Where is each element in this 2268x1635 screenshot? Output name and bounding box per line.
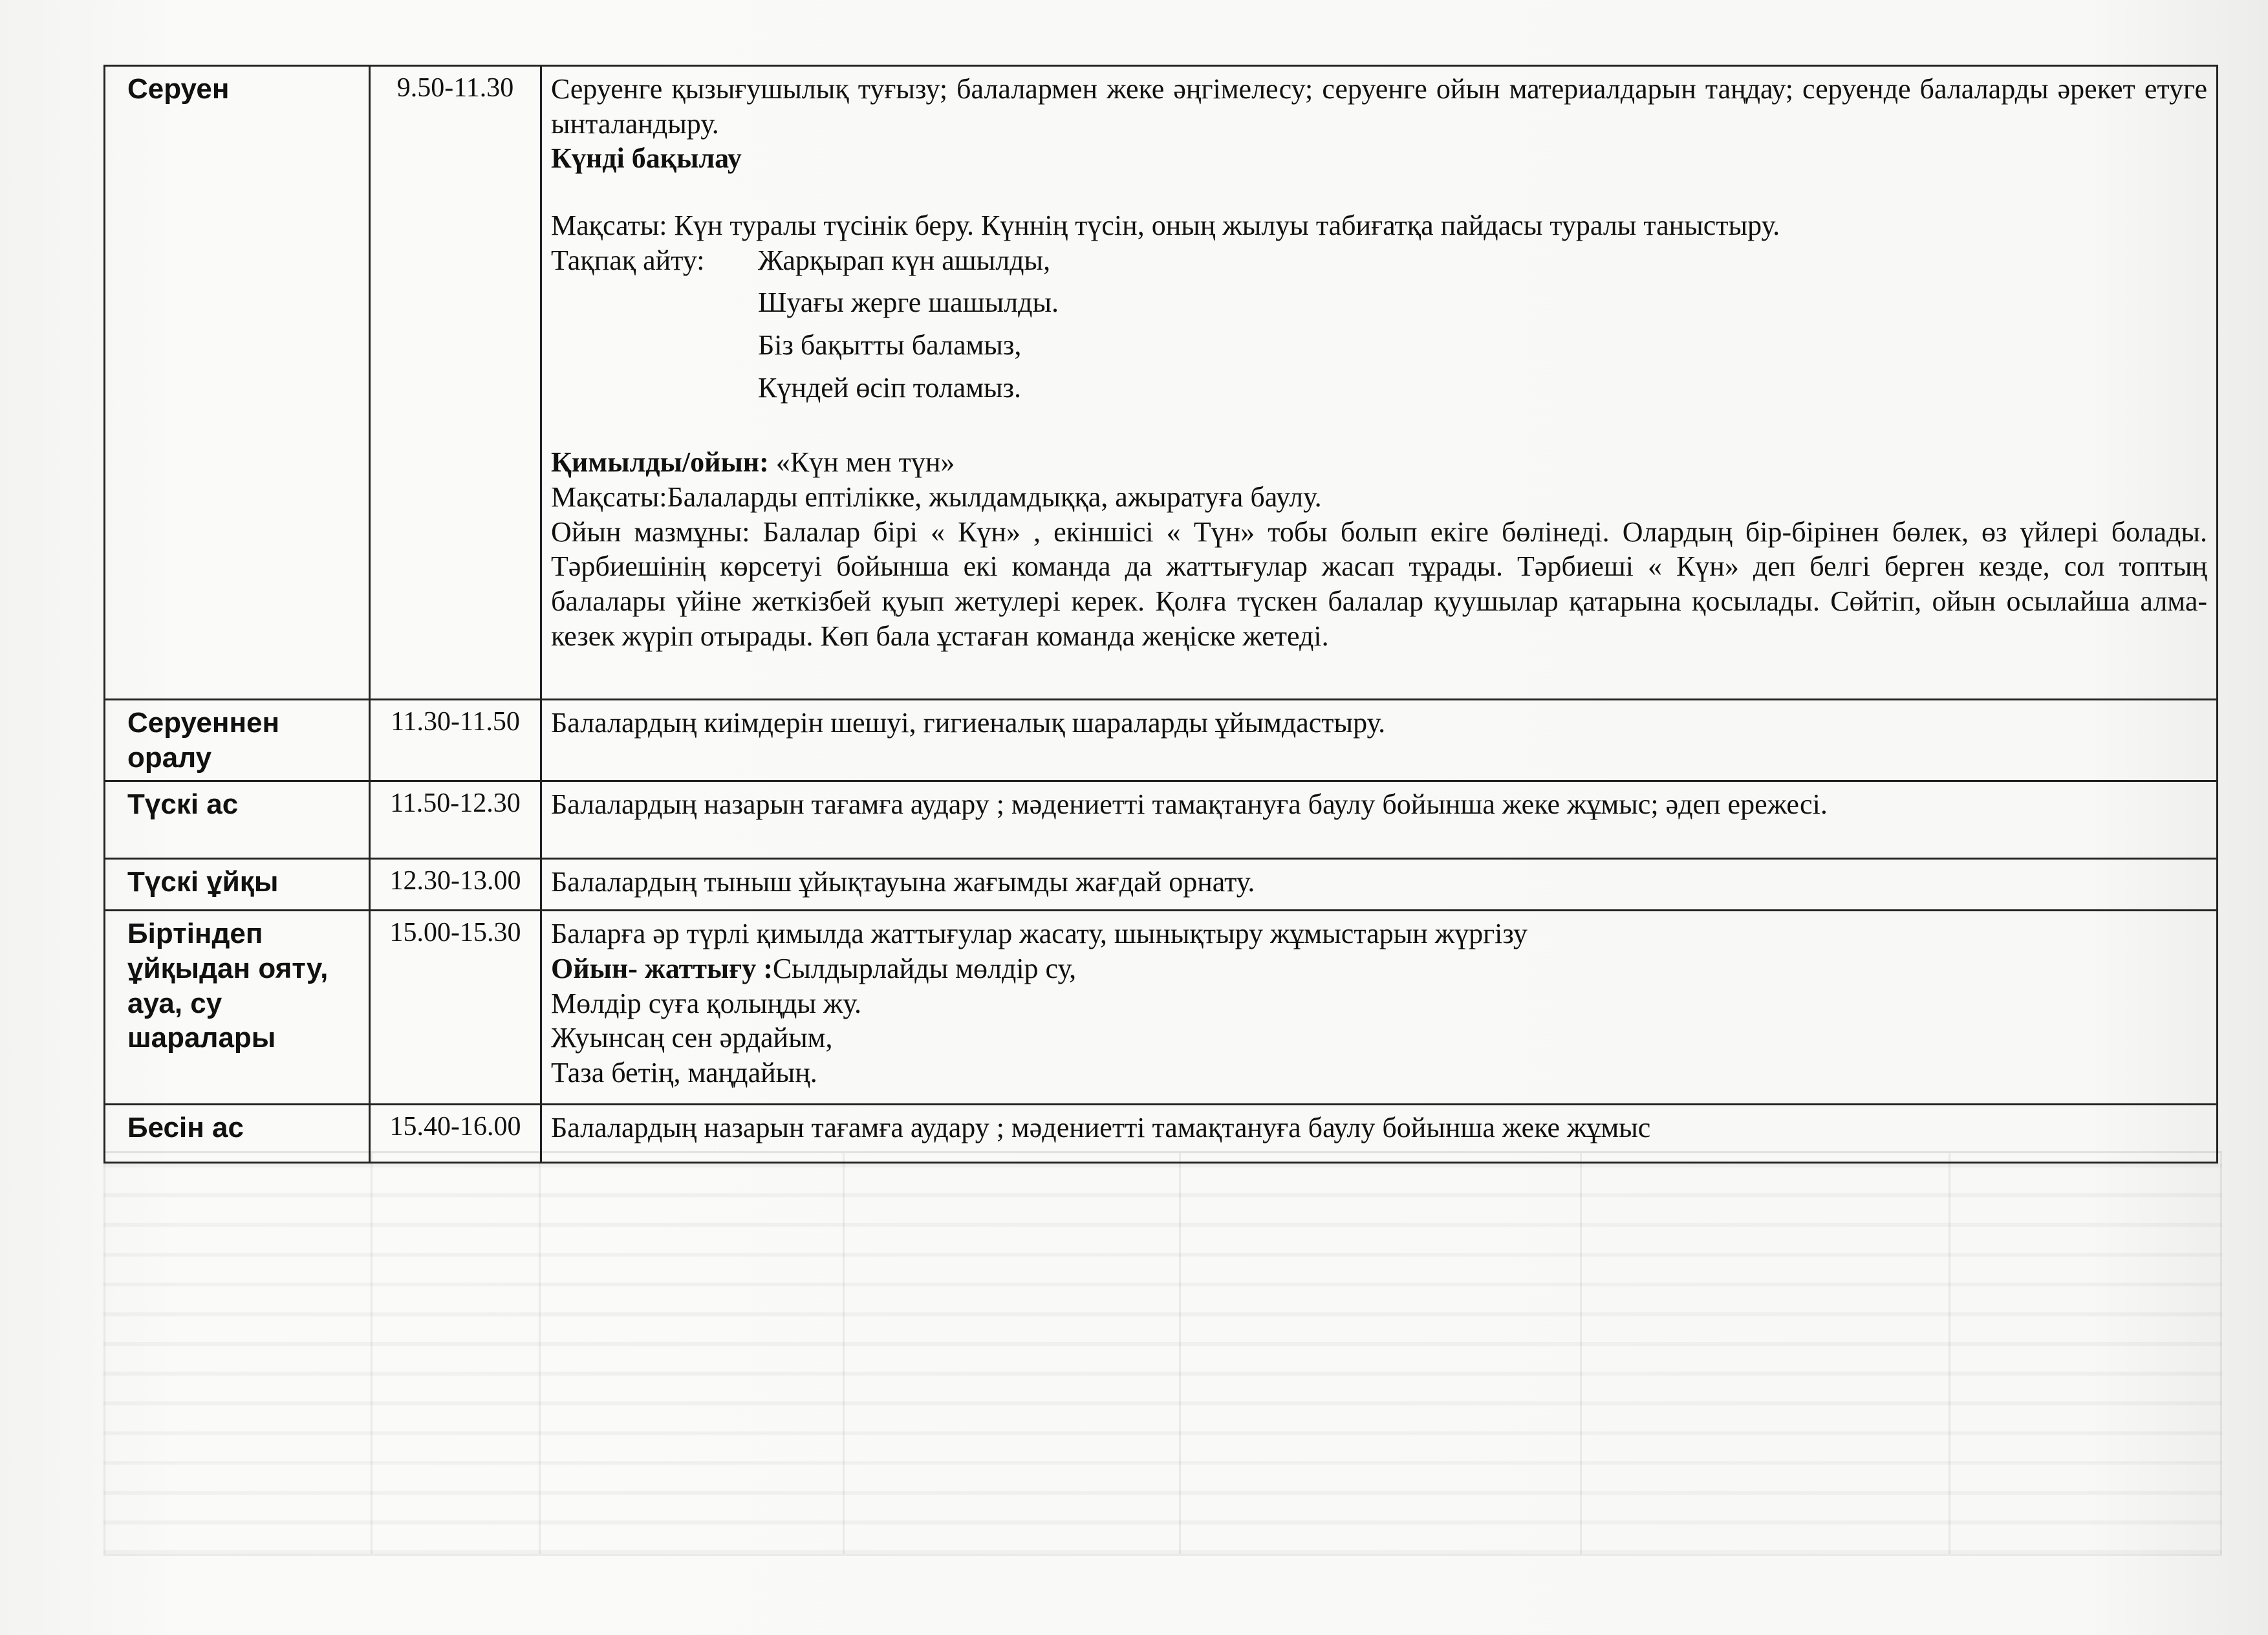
activity-name: Серуеннен оралу [105,700,370,781]
game-content: Ойын мазмұны: Балалар бірі « Күн» , екіншісі « Түн» тобы болып екіге бөлінеді. Олардың бір-бірінен бөлек, өз үйлері болады. Тәрбиешінің көрсетуі бойынша екі команда да жаттығулар жасап тұрады. Тәрбиеші « Күн» деп белгі берген кезде, сол топтың балалары үйіне жеткізбей қуып жетулері керек. Қолға түскен балалар қуушылар қатарына қосылады. Сөйтіп, ойын осылайша алма-кезек жүріп отырады. Көп бала ұстаған команда жеңіске жетеді. [551,515,2207,652]
activity-content [541,66,2218,700]
game-label: Қимылды/ойын: [551,446,769,479]
poem-line: Шуағы жерге шашылды. [758,287,1059,319]
game-heading [551,445,2207,480]
poem-line: Біз бақытты баламыз, [758,329,1022,362]
activity-name: Серуен [105,66,370,700]
poem-lines [758,243,1059,413]
table-row [105,859,2218,911]
activity-name: Түскі ұйқы [105,859,370,911]
activity-content: Балалардың назарын тағамға аудару ; мәдениетті тамақтануға баулу бойынша жеке жұмыс; әдеп ережесі. [541,781,2218,859]
activity-name: Бесін ас [105,1105,370,1163]
activity-name: Біртіндеп ұйқыдан ояту, ауа, су шаралары [105,911,370,1105]
exercise-label: Ойын- жаттығу : [551,953,773,985]
observation-goal: Мақсаты: Күн туралы түсінік беру. Күннің түсін, оның жылуы табиғатқа пайдасы туралы таныстыру. [551,210,1780,242]
activity-time: 11.30-11.50 [370,700,541,781]
activity-content: Балалардың тыныш ұйықтауына жағымды жағдай орнату. [541,859,2218,911]
activity-time: 12.30-13.00 [370,859,541,911]
activity-content: Балалардың назарын тағамға аудару ; мәдениетті тамақтануға баулу бойынша жеке жұмыс [541,1105,2218,1163]
poem-label: Тақпақ айту: [551,244,705,276]
exercise-line: Сылдырлайды мөлдір су, [772,953,1077,985]
exercise-line: Мөлдір суға қолыңды жу. [551,987,862,1019]
exercise-line: Таза бетің, маңдайың. [551,1057,817,1089]
activity-time: 9.50-11.30 [370,66,541,700]
game-goal: Мақсаты:Балаларды ептілікке, жылдамдыққа, ажыратуға баулу. [551,481,1322,514]
table-row [105,911,2218,1105]
game-name: «Күн мен түн» [775,446,955,479]
activity-content: Балалардың киімдерін шешуі, гигиеналық шараларды ұйымдастыру. [541,700,2218,781]
hardening-text: Баларға әр түрлі қимылда жаттығулар жасату, шынықтыру жұмыстарын жүргізу [551,918,1528,950]
exercise-heading [551,951,2207,986]
poem-line: Күндей өсіп толамыз. [758,371,1021,404]
table-row [105,781,2218,859]
table-row [105,66,2218,700]
poem-line: Жарқырап күн ашылды, [758,244,1051,276]
walk-intro: Серуенге қызығушылық туғызу; балалармен жеке әңгімелесу; серуенге ойын материалдарын таңдау; серуенде балаларды әрекет етуге ынталандыру. [551,73,2207,140]
activity-content [541,911,2218,1105]
observation-title: Күнді бақылау [551,142,742,175]
table-row [105,1105,2218,1163]
activity-time: 15.00-15.30 [370,911,541,1105]
daily-schedule-table [103,65,2218,1164]
poem-block [551,243,2207,413]
activity-time: 11.50-12.30 [370,781,541,859]
table-row [105,700,2218,781]
activity-name: Түскі ас [105,781,370,859]
activity-time: 15.40-16.00 [370,1105,541,1163]
bleed-through-table [103,1151,2222,1556]
exercise-line: Жуынсаң сен әрдайым, [551,1022,833,1054]
